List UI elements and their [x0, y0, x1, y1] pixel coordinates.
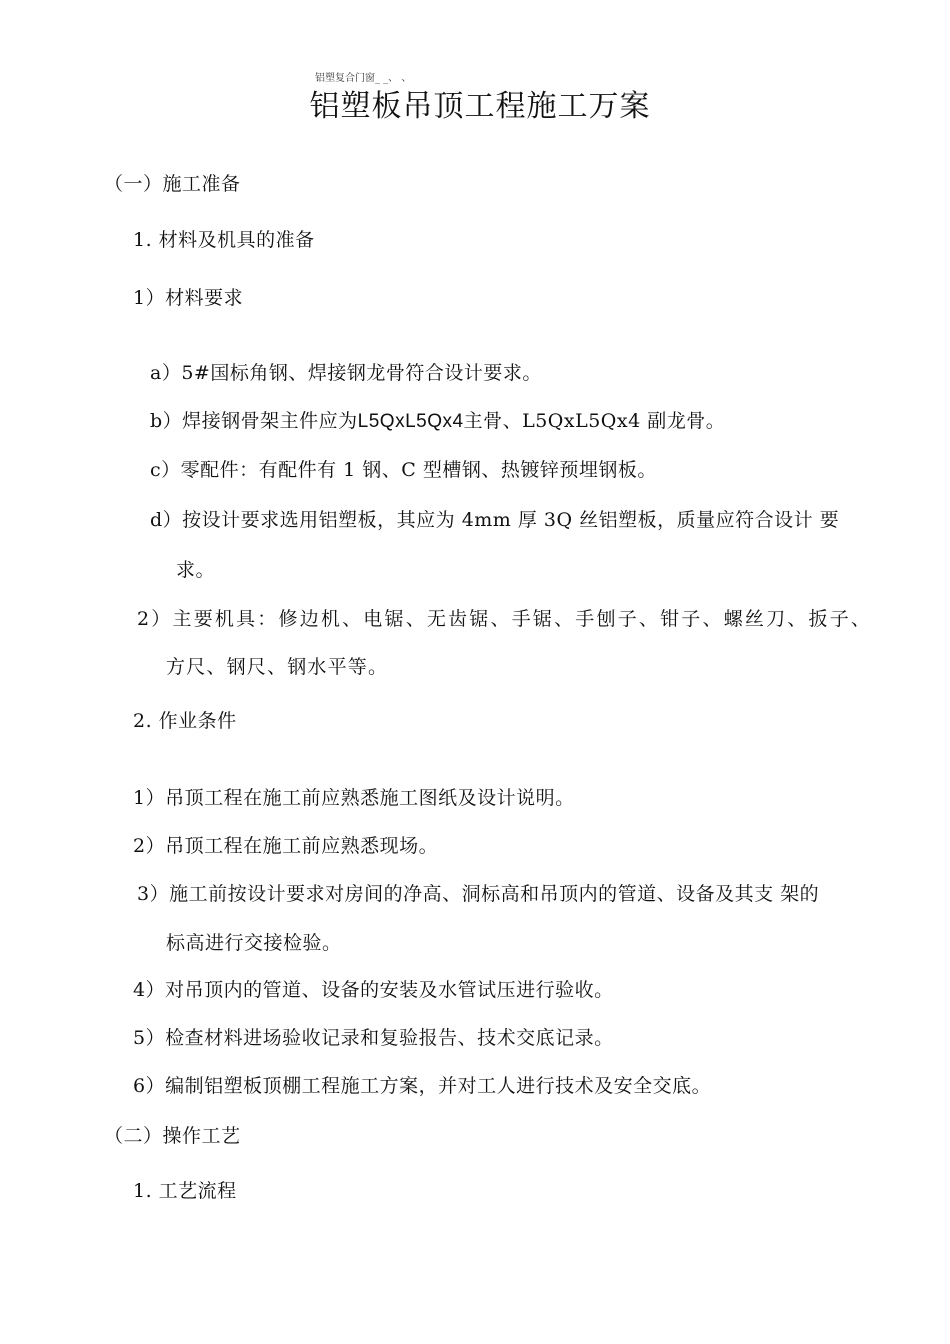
- condition-item-4: 4）对吊顶内的管道、设备的安装及水管试压进行验收。: [133, 979, 614, 1001]
- item-b-text-start: b）焊接钢骨架主件应为: [150, 410, 358, 432]
- page-title: 铝塑板吊顶工程施工万案: [309, 89, 651, 124]
- paragraph-item-b: [150, 409, 725, 434]
- paragraph-tools-line2: 方尺、钢尺、钢水平等。: [166, 656, 389, 678]
- paragraph-item-c: c）零配件：有配件有 1 钢、C 型槽钢、热镀锌预埋钢板。: [150, 459, 657, 481]
- condition-item-2: 2）吊顶工程在施工前应熟悉现场。: [133, 835, 439, 857]
- item-b-steel-code: L5QxL5Qx4: [357, 411, 464, 432]
- condition-item-3-line1: 3）施工前按设计要求对房间的净高、洞标高和吊顶内的管道、设备及其支 架的: [137, 883, 820, 905]
- section-heading-1: （一）施工准备: [104, 173, 241, 195]
- item-heading-material-requirements: 1）材料要求: [133, 287, 244, 309]
- subsection-heading-conditions: 2. 作业条件: [133, 710, 237, 732]
- condition-item-6: 6）编制铝塑板顶棚工程施工方案，并对工人进行技术及安全交底。: [133, 1075, 712, 1097]
- subsection-heading-process-flow: 1. 工艺流程: [133, 1180, 237, 1202]
- condition-item-1: 1）吊顶工程在施工前应熟悉施工图纸及设计说明。: [133, 787, 575, 809]
- paragraph-item-a: a）5#国标角钢、焊接钢龙骨符合设计要求。: [150, 362, 542, 384]
- condition-item-3-line2: 标高进行交接检验。: [166, 932, 342, 954]
- paragraph-item-d-line2: 求。: [176, 559, 216, 581]
- paragraph-tools-line1: 2）主要机具：修边机、电锯、无齿锯、手锯、手刨子、钳子、螺丝刀、扳子、: [137, 608, 873, 630]
- header-note: 铝塑复合门窗_ _、 、: [315, 73, 412, 84]
- section-heading-2: （二）操作工艺: [104, 1125, 241, 1147]
- subsection-heading-materials: 1. 材料及机具的准备: [133, 229, 315, 251]
- condition-item-5: 5）检查材料进场验收记录和复验报告、技术交底记录。: [133, 1027, 614, 1049]
- paragraph-item-d-line1: d）按设计要求选用铝塑板，其应为 4mm 厚 3Q 丝铝塑板，质量应符合设计 要: [150, 509, 840, 531]
- item-b-text-end: 主骨、L5QxL5Qx4 副龙骨。: [463, 410, 726, 432]
